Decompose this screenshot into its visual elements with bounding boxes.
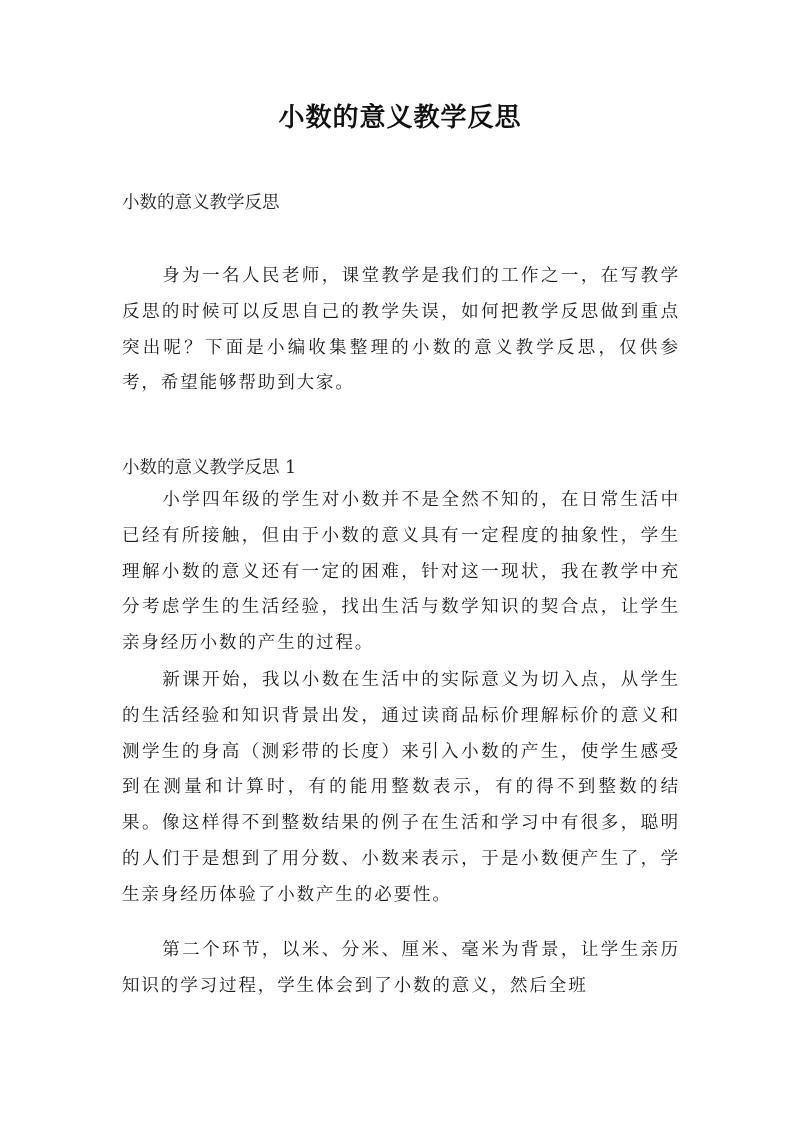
section-heading: 小数的意义教学反思 1 <box>122 458 297 478</box>
section-paragraph: 小学四年级的学生对小数并不是全然不知的，在日常生活中已经有所接触，但由于小数的意义具有一定程度的抽象性，学生理解小数的意义还有一定的困难，针对这一现状，我在教学中充分考虑学生的生活经验，找出生活与数学知识的契合点，让学生亲身经历小数的产生的过程。 <box>122 490 680 654</box>
section-paragraph: 新课开始，我以小数在生活中的实际意义为切入点，从学生的生活经验和知识背景出发，通过读商品标价理解标价的意义和测学生的身高（测彩带的长度）来引入小数的产生，使学生感受到在测量和计算时，有的能用整数表示，有的得不到整数的结果。像这样得不到整数结果的例子在生活和学习中有很多，聪明的人们于是想到了用分数、小数来表示，于是小数便产生了，学生亲身经历体验了小数产生的必要性。 <box>122 670 680 905</box>
document-title: 小数的意义教学反思 <box>278 103 522 133</box>
intro-paragraph: 身为一名人民老师，课堂教学是我们的工作之一，在写教学反思的时候可以反思自己的教学失误，如何把教学反思做到重点突出呢？下面是小编收集整理的小数的意义教学反思，仅供参考，希望能够帮助到大家。 <box>122 266 680 394</box>
section-paragraph: 第二个环节，以米、分米、厘米、毫米为背景，让学生亲历知识的学习过程，学生体会到了小数的意义，然后全班 <box>122 940 680 996</box>
document-subtitle: 小数的意义教学反思 <box>122 193 280 213</box>
